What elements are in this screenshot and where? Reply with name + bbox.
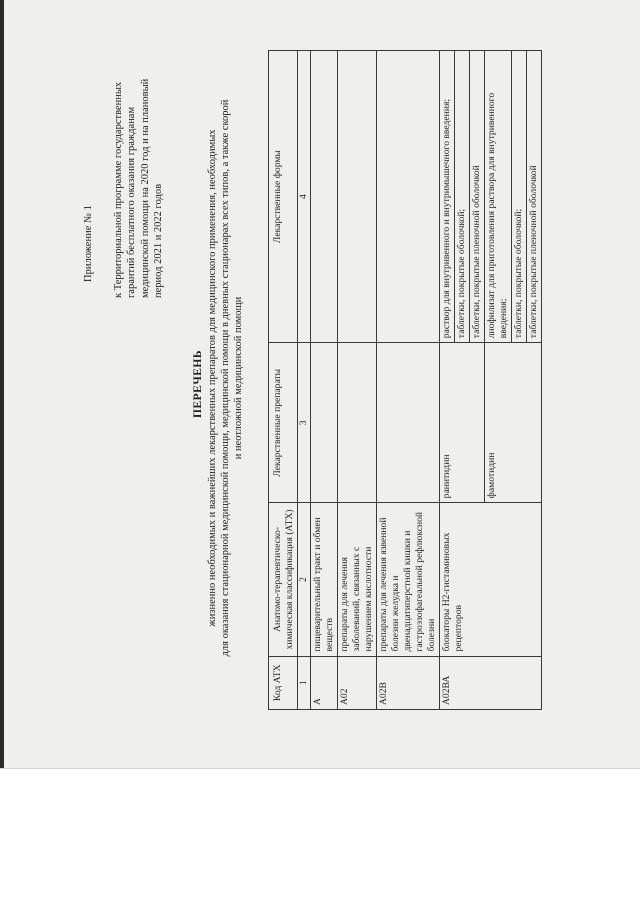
document-subtitle [206, 98, 245, 658]
header-classification: Анатомо-терапевтическо-химическая классификация (АТХ) [269, 503, 298, 656]
form-cell-empty [377, 51, 440, 343]
atc-code: А02 [338, 656, 377, 709]
drug-form: раствор для внутривенного и внутримышечного введения; [441, 98, 452, 339]
atc-code: А [311, 656, 338, 709]
drug-cell-empty [377, 343, 440, 503]
appendix-block [82, 18, 166, 298]
drug-form: таблетки, покрытые пленочной оболочкой [526, 51, 541, 342]
column-number: 2 [298, 503, 311, 656]
table-row [338, 51, 377, 710]
appendix-line: гарантий бесплатного оказания гражданам [126, 106, 137, 298]
subtitle-line: для оказания стационарной медицинской помощи, медицинской помощи в дневных стационарах всех типов, а также скорой [220, 99, 231, 657]
table-header-row [269, 51, 298, 710]
column-number-row [298, 51, 311, 710]
atc-class: препараты для лечения язвенной болезни желудка и двенадцатиперстной кишки и гастроэзофагеальной рефлюксной болезни [377, 503, 440, 656]
column-number: 3 [298, 343, 311, 503]
header-code: Код АТХ [269, 656, 298, 709]
atc-code: А02ВА [440, 656, 542, 709]
table-row [377, 51, 440, 710]
drug-name: ранитидин [440, 343, 485, 503]
atc-class: препараты для лечения заболеваний, связанных с нарушением кислотности [338, 503, 377, 656]
header-forms: Лекарственные формы [269, 51, 298, 343]
drug-name: фамотидин [485, 343, 542, 503]
drug-forms [485, 51, 542, 343]
drug-list-table [268, 50, 542, 710]
drug-cell-empty [338, 343, 377, 503]
form-cell-empty [311, 51, 338, 343]
appendix-line: к Территориальной программе государственных [112, 81, 124, 298]
drug-form: таблетки, покрытые оболочкой; [511, 51, 526, 342]
column-number: 4 [298, 51, 311, 343]
drug-form: лиофилизат для приготовления раствора для внутривенного введения; [486, 92, 509, 339]
drug-form: таблетки, покрытые оболочкой; [454, 51, 469, 342]
atc-code: А02В [377, 656, 440, 709]
subtitle-line: жизненно необходимых и важнейших лекарственных препаратов для медицинского применения, необходимых [207, 129, 218, 627]
column-number: 1 [298, 656, 311, 709]
drug-form: таблетки, покрытые пленочной оболочкой [469, 51, 484, 342]
subtitle-line: и неотложной медицинской помощи [233, 296, 244, 460]
document-title: ПЕРЕЧЕНЬ [192, 350, 204, 418]
form-cell-empty [338, 51, 377, 343]
table-row [311, 51, 338, 710]
appendix-line: медицинской помощи на 2020 год и на плановый [139, 78, 151, 298]
atc-class: блокаторы Н2-гистаминовых рецепторов [440, 503, 542, 656]
table-row [440, 51, 485, 710]
drug-cell-empty [311, 343, 338, 503]
header-drugs: Лекарственные препараты [269, 343, 298, 503]
appendix-line: период 2021 и 2022 годов [153, 183, 164, 298]
appendix-number: Приложение № 1 [83, 205, 94, 282]
drug-forms [440, 51, 485, 343]
atc-class: пищеварительный тракт и обмен веществ [311, 503, 338, 656]
